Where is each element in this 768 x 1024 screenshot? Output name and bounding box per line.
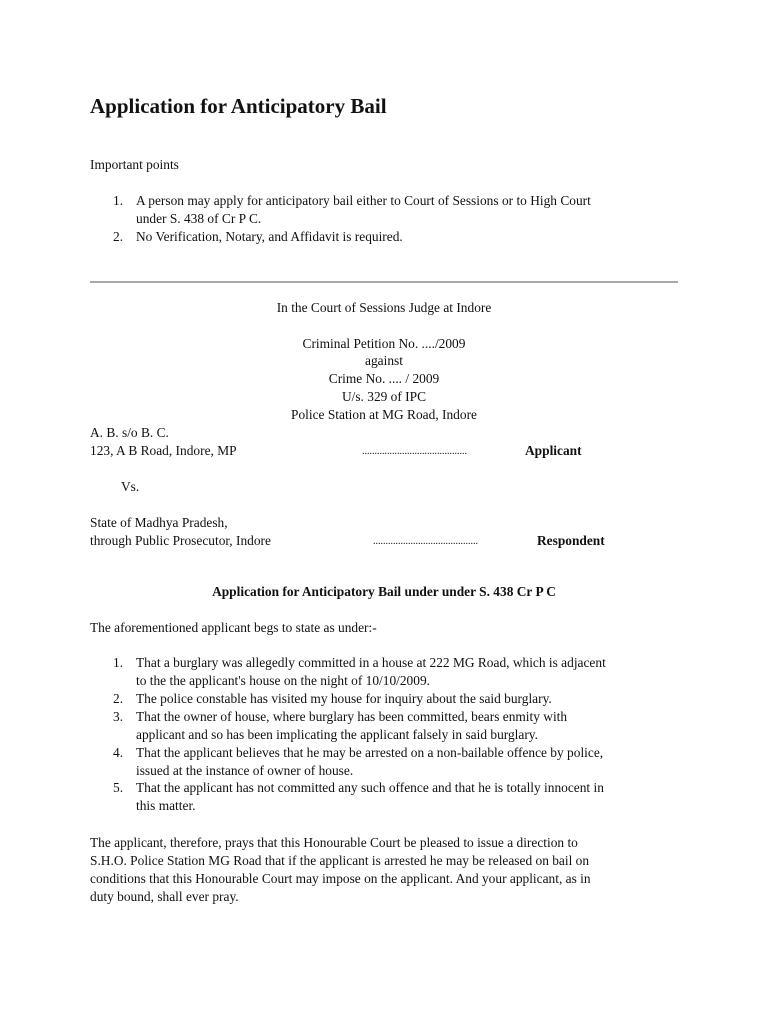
versus-text: Vs. xyxy=(121,479,140,494)
applicant-dots: .......................................... xyxy=(362,446,467,457)
ground-line: The police constable has visited my house for inquiry about the said burglary. xyxy=(136,691,552,706)
ground-line: issued at the instance of owner of house. xyxy=(136,763,354,778)
prayer-line: duty bound, shall ever pray. xyxy=(90,889,239,904)
ground-line: That a burglary was allegedly committed in a house at 222 MG Road, which is adjacent xyxy=(136,655,606,670)
list-number: 2. xyxy=(113,229,124,244)
against-text: against xyxy=(365,353,403,368)
prayer-line: The applicant, therefore, prays that this Honourable Court be pleased to issue a direction to xyxy=(90,835,578,850)
horizontal-divider xyxy=(90,281,678,283)
applicant-address: 123, A B Road, Indore, MP xyxy=(90,443,237,458)
ground-line: applicant and so has been implicating the applicant falsely in said burglary. xyxy=(136,727,538,742)
ground-number: 2. xyxy=(113,691,124,706)
applicant-name: A. B. s/o B. C. xyxy=(90,425,169,440)
document-title: Application for Anticipatory Bail xyxy=(90,94,387,118)
list-item-line: No Verification, Notary, and Affidavit is required. xyxy=(136,229,403,244)
ground-number: 5. xyxy=(113,780,124,795)
respondent-dots: .......................................... xyxy=(373,536,478,547)
prayer-line: S.H.O. Police Station MG Road that if the applicant is arrested he may be released on bail on xyxy=(90,853,590,868)
prayer-line: conditions that this Honourable Court may impose on the applicant. And your applicant, as in xyxy=(90,871,591,886)
ground-line: this matter. xyxy=(136,798,196,813)
respondent-label: Respondent xyxy=(537,533,605,548)
list-item-line: under S. 438 of Cr P C. xyxy=(136,211,262,226)
ground-number: 1. xyxy=(113,655,124,670)
respondent-name: State of Madhya Pradesh, xyxy=(90,515,228,530)
list-number: 1. xyxy=(113,193,124,208)
ipc-section: U/s. 329 of IPC xyxy=(341,389,427,404)
court-name: In the Court of Sessions Judge at Indore xyxy=(276,300,492,315)
ground-number: 3. xyxy=(113,709,124,724)
ground-line: That the applicant believes that he may be arrested on a non-bailable offence by police, xyxy=(136,745,604,760)
applicant-label: Applicant xyxy=(525,443,582,458)
ground-number: 4. xyxy=(113,745,124,760)
ground-line: That the owner of house, where burglary has been committed, bears enmity with xyxy=(136,709,568,724)
important-points-heading: Important points xyxy=(90,157,179,172)
petition-number: Criminal Petition No. ..../2009 xyxy=(302,336,466,351)
police-station: Police Station at MG Road, Indore xyxy=(291,407,477,422)
ground-line: That the applicant has not committed any such offence and that he is totally innocent in xyxy=(136,780,604,795)
intro-text: The aforementioned applicant begs to state as under:- xyxy=(90,620,377,635)
application-heading: Application for Anticipatory Bail under under S. 438 Cr P C xyxy=(212,584,556,599)
respondent-address: through Public Prosecutor, Indore xyxy=(90,533,271,548)
list-item-line: A person may apply for anticipatory bail either to Court of Sessions or to High Court xyxy=(136,193,591,208)
crime-number: Crime No. .... / 2009 xyxy=(328,371,440,386)
ground-line: to the the applicant's house on the night of 10/10/2009. xyxy=(136,673,430,688)
